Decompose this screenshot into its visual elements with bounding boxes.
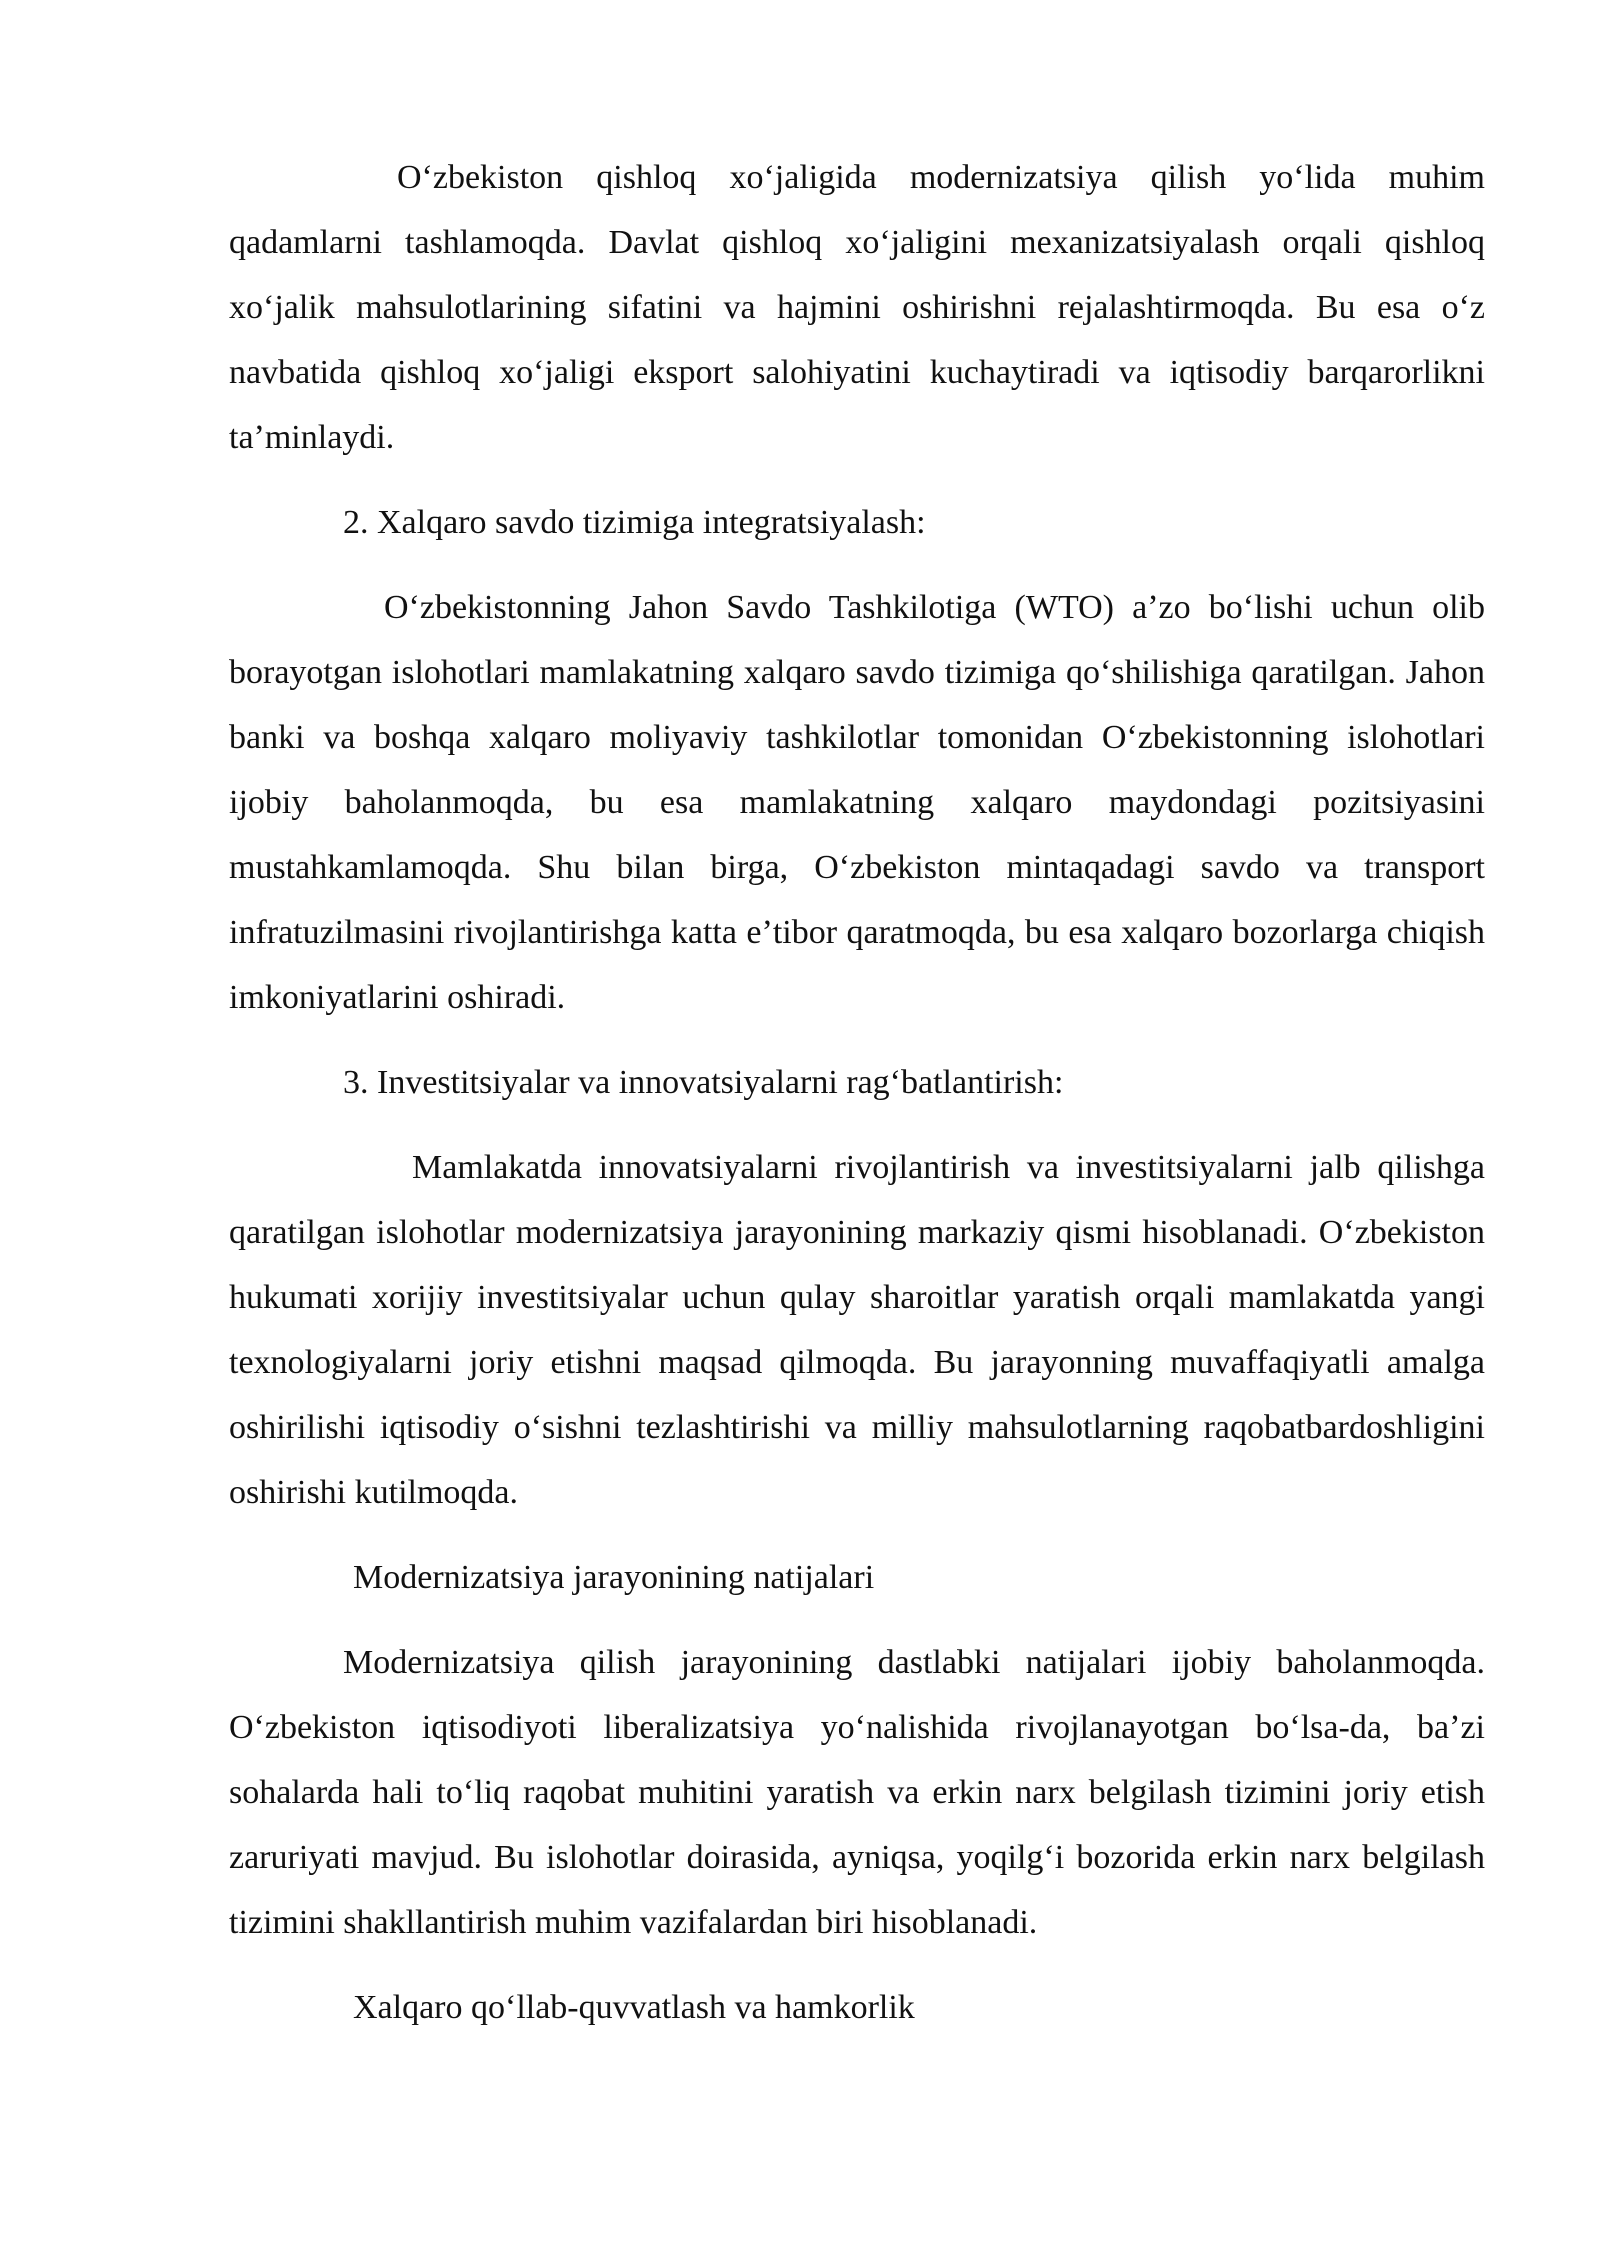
- heading-modernization-results: Modernizatsiya jarayonining natijalari: [353, 1559, 875, 1596]
- heading-investments: 3. Investitsiyalar va innovatsiyalarni ragʻbatlantirish:: [343, 1064, 1064, 1101]
- paragraph-agriculture: Oʻzbekiston qishloq xoʻjaligida modernizatsiya qilish yoʻlida muhim qadamlarni tashlamoqda. Davlat qishloq xoʻjaligini mexanizatsiyalash orqali qishloq xoʻjalik mahsulotlarining sifatini va hajmini oshirishni rejalashtirmoqda. Bu esa oʻz navbatida qishloq xoʻjaligi eksport salohiyatini kuchaytiradi va iqtisodiy barqarorlikni taʼminlaydi.: [229, 159, 1485, 456]
- heading-international-support: Xalqaro qoʻllab-quvvatlash va hamkorlik: [353, 1989, 915, 2026]
- paragraph-modernization-results: Modernizatsiya qilish jarayonining dastlabki natijalari ijobiy baholanmoqda. Oʻzbekiston iqtisodiyoti liberalizatsiya yoʻnalishida rivojlanayotgan boʻlsa-da, baʼzi sohalarda hali toʻliq raqobat muhitini yaratish va erkin narx belgilash tizimini joriy etish zaruriyati mavjud. Bu islohotlar doirasida, ayniqsa, yoqilgʻi bozorida erkin narx belgilash tizimini shakllantirish muhim vazifalardan biri hisoblanadi.: [229, 1644, 1485, 1941]
- paragraph-trade-integration: Oʻzbekistonning Jahon Savdo Tashkilotiga (WTO) aʼzo boʻlishi uchun olib borayotgan islohotlari mamlakatning xalqaro savdo tizimiga qoʻshilishiga qaratilgan. Jahon banki va boshqa xalqaro moliyaviy tashkilotlar tomonidan Oʻzbekistonning islohotlari ijobiy baholanmoqda, bu esa mamlakatning xalqaro maydondagi pozitsiyasini mustahkamlamoqda. Shu bilan birga, Oʻzbekiston mintaqadagi savdo va transport infratuzilmasini rivojlantirishga katta eʼtibor qaratmoqda, bu esa xalqaro bozorlarga chiqish imkoniyatlarini oshiradi.: [229, 589, 1485, 1016]
- paragraph-investments: Mamlakatda innovatsiyalarni rivojlantirish va investitsiyalarni jalb qilishga qaratilgan islohotlar modernizatsiya jarayonining markaziy qismi hisoblanadi. Oʻzbekiston hukumati xorijiy investitsiyalar uchun qulay sharoitlar yaratish orqali mamlakatda yangi texnologiyalarni joriy etishni maqsad qilmoqda. Bu jarayonning muvaffaqiyatli amalga oshirilishi iqtisodiy oʻsishni tezlashtirishi va milliy mahsulotlarning raqobatbardoshligini oshirishi kutilmoqda.: [229, 1149, 1485, 1511]
- document-body: [229, 145, 1485, 2060]
- heading-trade-integration: 2. Xalqaro savdo tizimiga integratsiyalash:: [343, 504, 926, 541]
